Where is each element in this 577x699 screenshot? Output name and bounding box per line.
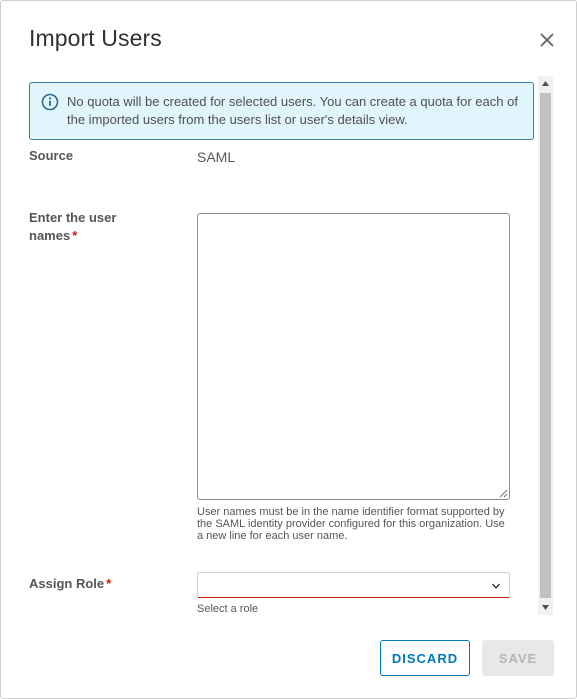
info-alert	[29, 82, 534, 140]
source-label: Source	[29, 148, 74, 163]
assign-role-label-text: Assign Role	[29, 576, 105, 591]
required-indicator: *	[106, 576, 112, 591]
triangle-up-icon	[542, 81, 549, 86]
dialog-title: Import Users	[29, 25, 162, 51]
source-value: SAML	[197, 149, 236, 165]
usernames-textarea[interactable]	[197, 213, 510, 500]
scroll-down-button[interactable]	[538, 600, 553, 615]
required-indicator: *	[72, 228, 78, 243]
alert-text: No quota will be created for selected users. You can create a quota for each of the imported users from the users list or user's details view.	[67, 94, 518, 127]
close-button[interactable]	[538, 31, 556, 49]
discard-button[interactable]: DISCARD	[380, 640, 470, 676]
assign-role-label	[29, 575, 111, 593]
usernames-label	[29, 209, 139, 245]
save-button[interactable]: SAVE	[482, 640, 554, 676]
close-icon	[540, 33, 554, 47]
scroll-thumb[interactable]	[540, 93, 551, 598]
resize-grip-icon[interactable]	[498, 488, 508, 498]
usernames-helper-text: User names must be in the name identifier format supported by the SAML identity provider configured for this organization. Use a new line for each user name.	[197, 506, 505, 542]
scrollbar[interactable]	[538, 76, 553, 615]
usernames-label-text: Enter the user names	[29, 210, 117, 243]
info-icon	[40, 93, 60, 113]
scroll-up-button[interactable]	[538, 76, 553, 91]
role-helper-text: Select a role	[197, 603, 259, 615]
role-select[interactable]	[197, 572, 510, 598]
chevron-down-icon	[491, 581, 501, 591]
triangle-down-icon	[542, 605, 549, 610]
